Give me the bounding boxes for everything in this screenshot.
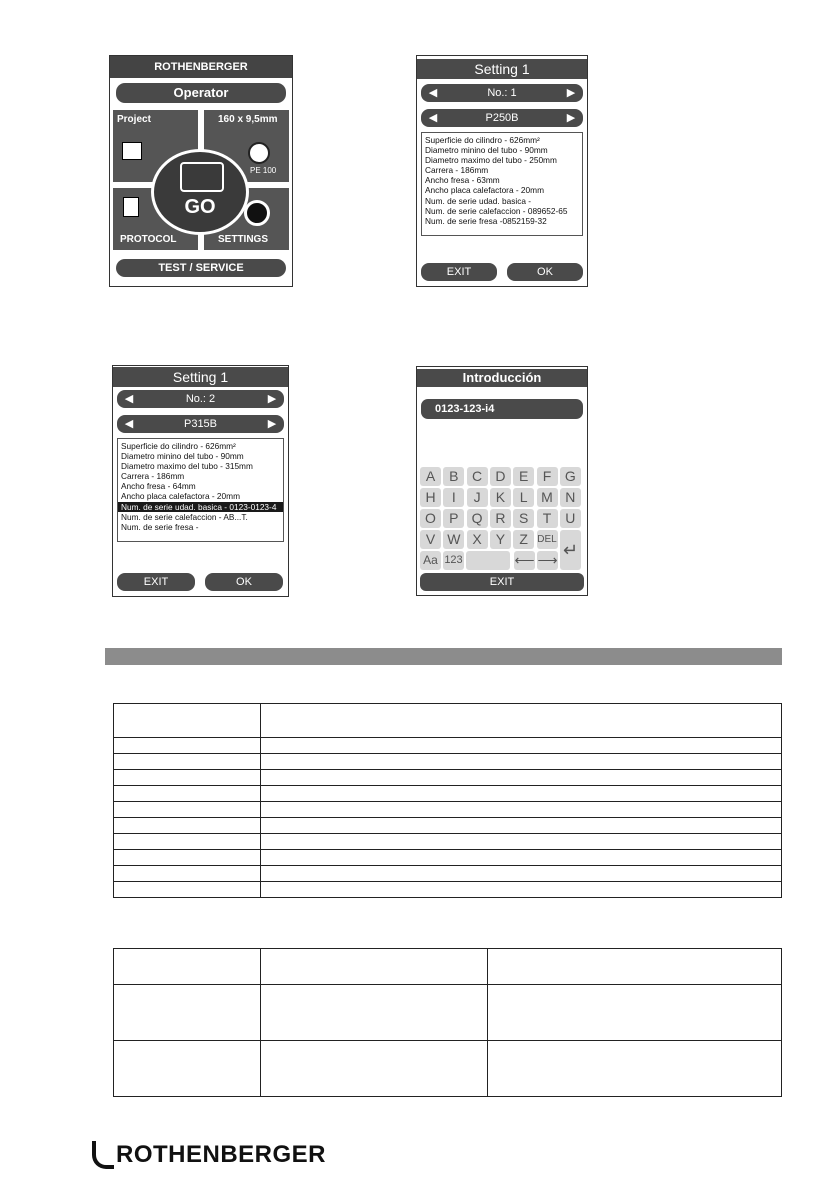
next-arrow-icon[interactable]: ▶ <box>267 418 277 430</box>
info-line[interactable]: Num. de serie calefaccion - AB...T. <box>121 511 248 522</box>
text-input[interactable]: 0123-123-i4 <box>421 399 583 419</box>
table-cell <box>114 834 261 850</box>
settings-label: SETTINGS <box>218 234 269 245</box>
key-q[interactable]: Q <box>467 509 488 528</box>
table-cell <box>261 866 782 882</box>
key-b[interactable]: B <box>443 467 464 486</box>
material-label: PE 100 <box>250 166 277 175</box>
key-u[interactable]: U <box>560 509 581 528</box>
logo-swoosh-icon <box>92 1141 114 1169</box>
table-cell <box>114 866 261 882</box>
key-l[interactable]: L <box>513 488 534 507</box>
model-selector[interactable]: ◀ P250B ▶ <box>421 109 583 127</box>
right-arrow-key[interactable]: ⟶ <box>537 552 558 568</box>
prev-arrow-icon[interactable]: ◀ <box>124 393 134 405</box>
table-cell <box>261 754 782 770</box>
space-key[interactable] <box>466 551 510 570</box>
folder-icon <box>122 142 142 160</box>
info-line[interactable]: Num. de serie fresa - <box>121 521 199 532</box>
ok-button[interactable]: OK <box>205 573 283 591</box>
info-panel <box>117 438 284 542</box>
key-t[interactable]: T <box>537 509 558 528</box>
table-cell <box>261 985 488 1041</box>
numeric-toggle-key[interactable]: 123 <box>443 551 464 570</box>
table-cell <box>114 818 261 834</box>
info-line[interactable]: Num. de serie udad. basica - <box>425 195 532 206</box>
key-c[interactable]: C <box>467 467 488 486</box>
table-cell <box>261 770 782 786</box>
info-line: Ancho fresa - 64mm <box>121 481 196 492</box>
info-line-selected[interactable]: Num. de serie udad. basica - 0123-0123-4 <box>118 502 283 512</box>
key-p[interactable]: P <box>443 509 464 528</box>
table-cell <box>261 786 782 802</box>
info-line[interactable]: Num. de serie fresa -0852159-32 <box>425 215 547 226</box>
table-cell <box>261 834 782 850</box>
info-line: Diametro maximo del tubo - 315mm <box>121 461 253 472</box>
info-line: Carrera - 186mm <box>121 471 185 482</box>
table-cell <box>114 786 261 802</box>
document-icon <box>123 197 139 217</box>
next-arrow-icon[interactable]: ▶ <box>566 112 576 124</box>
key-k[interactable]: K <box>490 488 511 507</box>
key-s[interactable]: S <box>513 509 534 528</box>
exit-button[interactable]: EXIT <box>421 263 497 281</box>
info-line: Diametro minino del tubo - 90mm <box>425 145 548 156</box>
table-cell <box>114 1041 261 1097</box>
screen-title: Introducción <box>417 369 587 387</box>
table-cell <box>488 1041 782 1097</box>
info-panel <box>421 132 583 236</box>
sensor-icon <box>248 142 270 164</box>
key-j[interactable]: J <box>467 488 488 507</box>
table-cell <box>261 738 782 754</box>
prev-arrow-icon[interactable]: ◀ <box>428 112 438 124</box>
case-toggle-key[interactable]: Aa <box>420 551 441 570</box>
keyboard-screen <box>416 366 588 596</box>
brand-header <box>110 56 292 78</box>
table-1 <box>113 703 782 898</box>
brand-logo: ROTHENBERGER <box>154 61 248 73</box>
exit-button[interactable]: EXIT <box>420 573 584 591</box>
go-label: GO <box>184 196 216 218</box>
next-arrow-icon[interactable]: ▶ <box>267 393 277 405</box>
operator-screen <box>109 55 293 287</box>
info-line: Ancho placa calefactora - 20mm <box>425 185 544 196</box>
table-cell <box>114 738 261 754</box>
table-cell <box>261 818 782 834</box>
info-line: Diametro maximo del tubo - 250mm <box>425 155 557 166</box>
info-line: Ancho placa calefactora - 20mm <box>121 491 240 502</box>
info-line: Superficie do cilindro - 626mm² <box>425 135 540 145</box>
key-h[interactable]: H <box>420 488 441 507</box>
key-e[interactable]: E <box>513 467 534 486</box>
model-selector[interactable]: ◀ P315B ▶ <box>117 415 284 433</box>
enter-key[interactable]: ↵ <box>560 530 581 570</box>
screen-title: Setting 1 <box>417 59 587 79</box>
key-z[interactable]: Z <box>513 530 534 549</box>
gear-icon <box>244 200 270 226</box>
info-line: Carrera - 186mm <box>425 165 489 176</box>
key-o[interactable]: O <box>420 509 441 528</box>
key-f[interactable]: F <box>537 467 558 486</box>
table-cell <box>114 850 261 866</box>
ok-button[interactable]: OK <box>507 263 583 281</box>
section-header-bar <box>105 648 782 665</box>
table-cell <box>261 802 782 818</box>
prev-arrow-icon[interactable]: ◀ <box>124 418 134 430</box>
setting-screen-1 <box>416 55 588 287</box>
table-cell <box>261 1041 488 1097</box>
test-service-button[interactable]: TEST / SERVICE <box>116 259 286 277</box>
prev-arrow-icon[interactable]: ◀ <box>428 87 438 99</box>
table-cell <box>114 704 261 738</box>
table-cell <box>114 985 261 1041</box>
protocol-label: PROTOCOL <box>120 234 177 245</box>
next-arrow-icon[interactable]: ▶ <box>566 87 576 99</box>
key-x[interactable]: X <box>467 530 488 549</box>
key-g[interactable]: G <box>560 467 581 486</box>
dimension-label: 160 x 9,5mm <box>218 114 278 125</box>
info-line: Ancho fresa - 63mm <box>425 175 500 186</box>
number-selector[interactable]: ◀ No.: 1 ▶ <box>421 84 583 102</box>
key-i[interactable]: I <box>443 488 464 507</box>
table-cell <box>261 704 782 738</box>
table-cell <box>488 949 782 985</box>
setting-screen-2 <box>112 365 289 597</box>
info-line[interactable]: Num. de serie calefaccion - 089652-65 <box>425 205 568 216</box>
key-v[interactable]: V <box>420 530 441 549</box>
go-button[interactable] <box>151 149 249 235</box>
key-n[interactable]: N <box>560 488 581 507</box>
project-label: Project <box>117 114 151 125</box>
table-cell <box>114 802 261 818</box>
exit-button[interactable]: EXIT <box>117 573 195 591</box>
left-arrow-key[interactable]: ⟵ <box>514 552 535 568</box>
key-y[interactable]: Y <box>490 530 511 549</box>
table-cell <box>261 850 782 866</box>
key-m[interactable]: M <box>537 488 558 507</box>
table-cell <box>114 754 261 770</box>
screen-title: Setting 1 <box>113 367 288 387</box>
key-w[interactable]: W <box>443 530 464 549</box>
info-line: Diametro minino del tubo - 90mm <box>121 451 244 462</box>
table-cell <box>114 882 261 898</box>
table-2 <box>113 948 782 1097</box>
table-cell <box>261 882 782 898</box>
operator-button[interactable]: Operator <box>116 83 286 103</box>
number-selector[interactable]: ◀ No.: 2 ▶ <box>117 390 284 408</box>
footer-logo: ROTHENBERGER <box>92 1138 326 1172</box>
table-cell <box>114 770 261 786</box>
table-cell <box>114 949 261 985</box>
table-cell <box>261 949 488 985</box>
table-cell <box>488 985 782 1041</box>
key-d[interactable]: D <box>490 467 511 486</box>
key-r[interactable]: R <box>490 509 511 528</box>
info-line: Superficie do cilindro - 626mm² <box>121 441 236 451</box>
key-a[interactable]: A <box>420 467 441 486</box>
delete-key[interactable]: DEL <box>537 530 558 549</box>
machine-icon <box>180 162 224 192</box>
